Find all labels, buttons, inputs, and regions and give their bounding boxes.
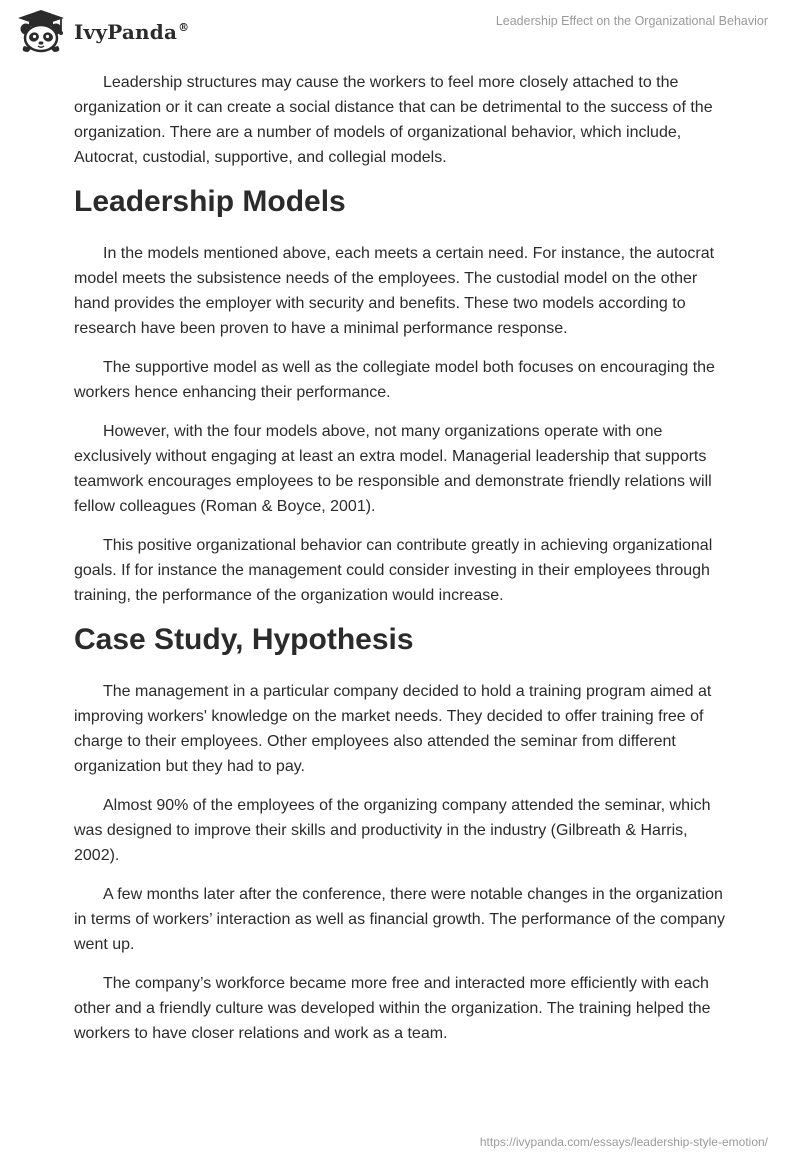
paragraph: Almost 90% of the employees of the organizing company attended the seminar, which was designed to improve their skills and productivity in the industry (Gilbreath & Harris, 2002). (74, 797, 711, 864)
paragraph: The management in a particular company decided to hold a training program aimed at improving workers' knowledge on the market needs. They decided to offer training free of charge to their employees. Other employees also attended the seminar from different organization but they had to pay. (74, 683, 712, 775)
page-header (0, 0, 800, 70)
paragraph: In the models mentioned above, each meets a certain need. For instance, the autocrat model meets the subsistence needs of the employees. The custodial model on the other hand provides the employer with security and benefits. These two models according to research have been proven to have a minimal performance response. (74, 245, 715, 337)
brand-logo[interactable] (14, 8, 189, 54)
source-url[interactable]: https://ivypanda.com/essays/leadership-style-emotion/ (479, 1135, 768, 1149)
paragraph: This positive organizational behavior can contribute greatly in achieving organizational goals. If for instance the management could consider investing in their employees through training, the performance of the organization would increase. (74, 537, 713, 604)
brand-name: IvyPanda® (74, 20, 190, 44)
paragraph: However, with the four models above, not many organizations operate with one exclusively without engaging at least an extra model. Managerial leadership that supports teamwork encourages employees to be responsible and demonstrate friendly relations will fellow colleagues (Roman & Boyce, 2001). (74, 423, 712, 515)
essay-body (74, 70, 734, 1060)
paragraph: The company’s workforce became more free and interacted more efficiently with each other and a friendly culture was developed within the organization. The training helped the workers to have closer relations and work as a team. (74, 975, 711, 1042)
section-heading-case-study: Case Study, Hypothesis (74, 623, 414, 656)
paragraph: A few months later after the conference, there were notable changes in the organization in terms of workers’ interaction as well as financial growth. The performance of the company went up. (74, 886, 725, 953)
document-title: Leadership Effect on the Organizational Behavior (495, 14, 768, 28)
paragraph: The supportive model as well as the collegiate model both focuses on encouraging the workers hence enhancing their performance. (74, 359, 715, 401)
intro-paragraph: Leadership structures may cause the workers to feel more closely attached to the organization or it can create a social distance that can be detrimental to the success of the organization. There are a number of models of organizational behavior, which include, Autocrat, custodial, supportive, and collegial models. (74, 74, 713, 166)
section-heading-leadership-models: Leadership Models (74, 185, 346, 218)
panda-graduate-icon (14, 8, 68, 54)
